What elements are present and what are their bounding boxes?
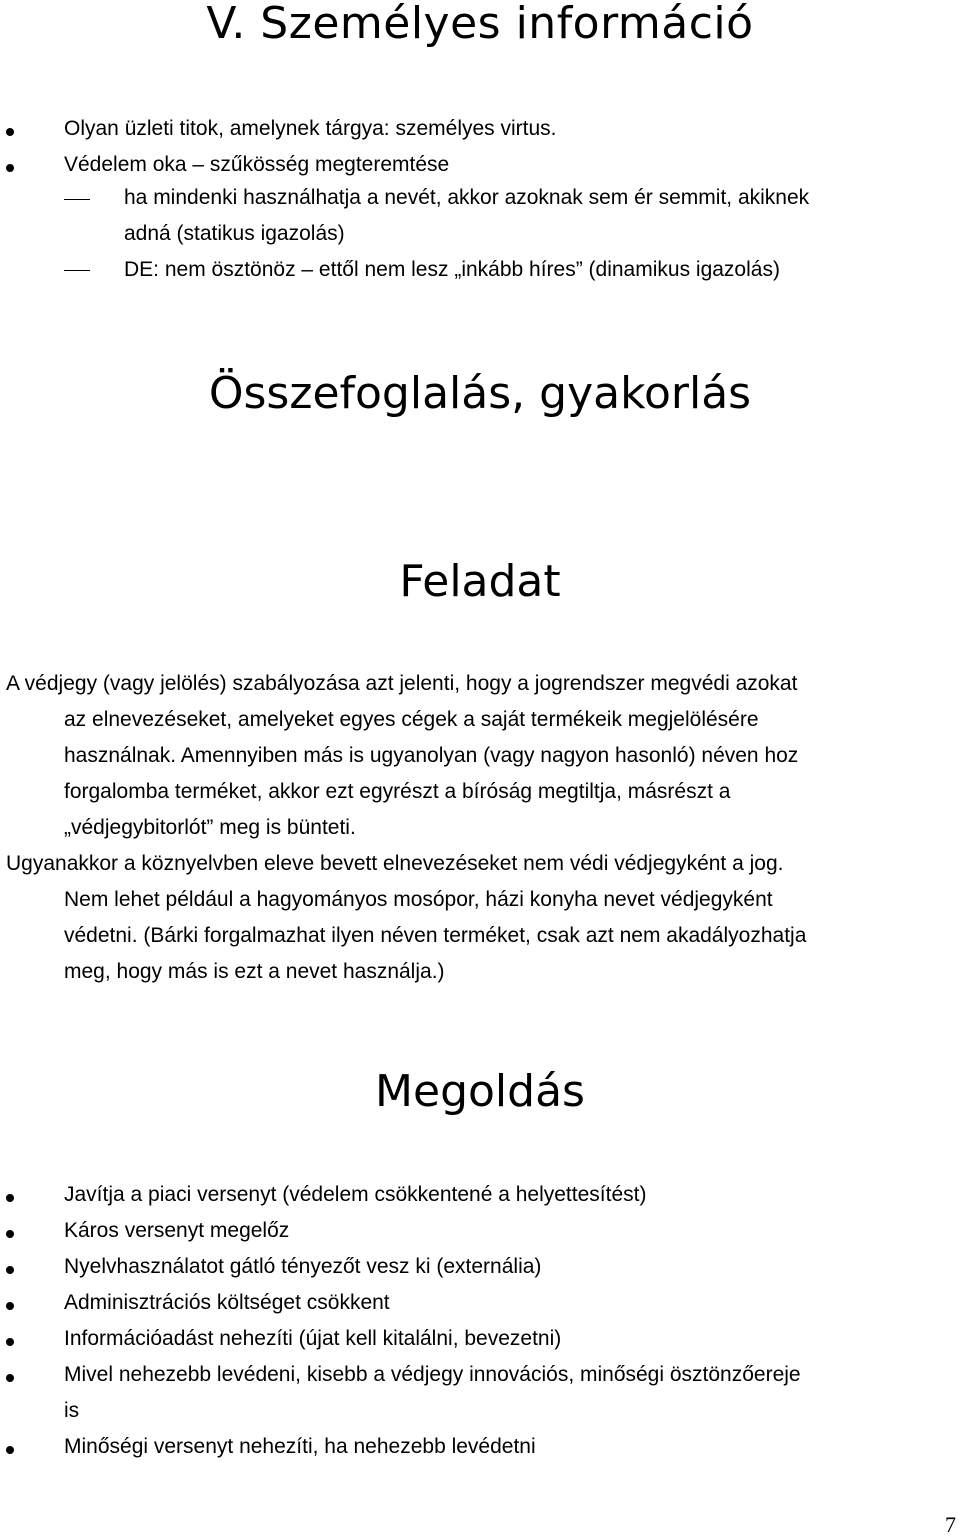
task-paragraph-line: meg, hogy más is ezt a nevet használja.) [64, 960, 445, 983]
task-paragraph-line: védetni. (Bárki forgalmazhat ilyen néven terméket, csak azt nem akadályozhatja [64, 924, 807, 947]
sub-bullet-text-continued: adná (statikus igazolás) [124, 222, 345, 245]
bullet-dot [6, 164, 14, 172]
sub-bullet-dash [64, 199, 90, 200]
sub-bullet-text: DE: nem ösztönöz – ettől nem lesz „inkább híres” (dinamikus igazolás) [124, 258, 780, 281]
task-paragraph-line: használnak. Amennyiben más is ugyanolyan (vagy nagyon hasonló) néven hoz [64, 744, 799, 767]
bullet-text: Adminisztrációs költséget csökkent [64, 1291, 390, 1314]
task-paragraph-line: Nem lehet például a hagyományos mosópor, házi konyha nevet védjegyként [64, 888, 773, 911]
bullet-dot [6, 128, 14, 136]
sub-bullet-dash [64, 270, 90, 271]
section-title-summary: Összefoglalás, gyakorlás [208, 368, 752, 419]
bullet-dot [6, 1230, 14, 1238]
bullet-dot [6, 1194, 14, 1202]
bullet-text: Olyan üzleti titok, amelynek tárgya: személyes virtus. [64, 117, 557, 140]
bullet-text: Minőségi versenyt nehezíti, ha nehezebb levédetni [64, 1435, 536, 1458]
task-paragraph-line: Ugyanakkor a köznyelvben eleve bevett elnevezéseket nem védi védjegyként a jog. [6, 852, 784, 875]
section-title-personal-information: V. Személyes információ [206, 0, 754, 49]
bullet-dot [6, 1446, 14, 1454]
task-paragraph-line: „védjegybitorlót” meg is bünteti. [64, 816, 356, 839]
bullet-dot [6, 1374, 14, 1382]
bullet-text: Nyelvhasználatot gátló tényezőt vesz ki (externália) [64, 1255, 542, 1278]
bullet-text: Információadást nehezíti (újat kell kitalálni, bevezetni) [64, 1327, 562, 1350]
bullet-text-continued: is [64, 1399, 80, 1422]
bullet-text: Káros versenyt megelőz [64, 1219, 290, 1242]
bullet-dot [6, 1338, 14, 1346]
bullet-dot [6, 1266, 14, 1274]
bullet-text: Javítja a piaci versenyt (védelem csökkentené a helyettesítést) [64, 1183, 647, 1206]
section-title-task: Feladat [399, 556, 561, 607]
task-paragraph-line: A védjegy (vagy jelölés) szabályozása azt jelenti, hogy a jogrendszer megvédi azokat [6, 672, 798, 695]
sub-bullet-text: ha mindenki használhatja a nevét, akkor azoknak sem ér semmit, akiknek [124, 186, 810, 209]
page-number: 7 [945, 1512, 956, 1537]
bullet-text: Védelem oka – szűkösség megteremtése [64, 153, 450, 176]
section-title-solution: Megoldás [375, 1066, 585, 1117]
bullet-dot [6, 1302, 14, 1310]
task-paragraph-line: az elnevezéseket, amelyeket egyes cégek a saját termékeik megjelölésére [64, 708, 759, 731]
task-paragraph-line: forgalomba terméket, akkor ezt egyrészt a bíróság megtiltja, másrészt a [64, 780, 731, 803]
bullet-text: Mivel nehezebb levédeni, kisebb a védjegy innovációs, minőségi ösztönzőereje [64, 1363, 801, 1386]
